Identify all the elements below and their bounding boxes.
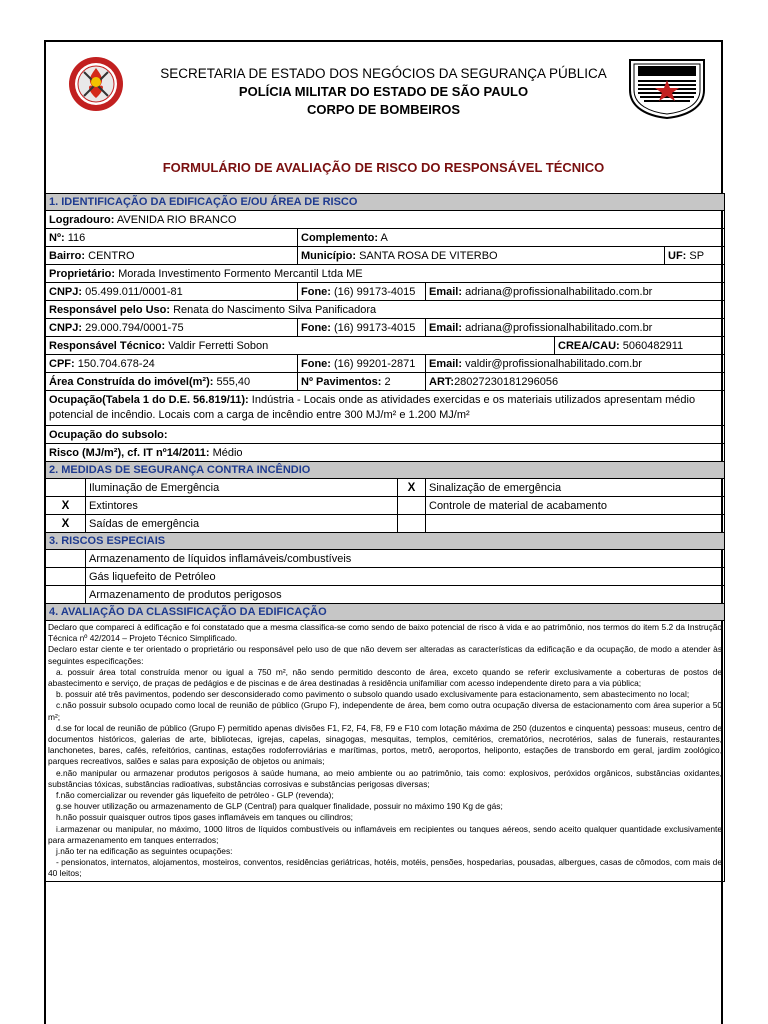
requirement-item: a. possuir área total construída menor ou igual a 750 m², não sendo permitido desconto de área, exceto quando se referir exclusivamente a coberturas de postos de abastecimento e serviço, de praças de pedágios e de piscinas e de área destinadas à residência unifamiliar com acesso independente direto para a via pública; bbox=[48, 666, 723, 689]
email3-cell: Email: valdir@profissionalhabilitado.com.br bbox=[426, 355, 725, 373]
requirement-item: b. possuir até três pavimentos, podendo ser desconsiderado como pavimento o subsolo quando usado exclusivamente para estacionamento, sem abastecimento no local; bbox=[56, 689, 690, 700]
logradouro-value: AVENIDA RIO BRANCO bbox=[116, 213, 237, 226]
measure-sinalizacao: Sinalização de emergência bbox=[426, 479, 725, 497]
section1-heading: 1. IDENTIFICAÇÃO DA EDIFICAÇÃO E/OU ÁREA DE RISCO bbox=[46, 194, 725, 211]
risco-value: Médio bbox=[212, 446, 243, 459]
requirement-item: f.não comercializar ou revender gás liquefeito de petróleo - GLP (revenda); bbox=[56, 790, 334, 801]
proprietario-value: Morada Investimento Formento Mercantil Ltda ME bbox=[118, 267, 363, 280]
mark-saidas: X bbox=[46, 515, 86, 533]
risk-liquidos: Armazenamento de líquidos inflamáveis/combustíveis bbox=[86, 550, 725, 568]
subsolo-row: Ocupação do subsolo: bbox=[46, 426, 725, 444]
section4-heading: 4. AVALIAÇÃO DA CLASSIFICAÇÃO DA EDIFICAÇÃO bbox=[46, 604, 725, 621]
mark-liquidos bbox=[46, 550, 86, 568]
requirement-item: d.se for local de reunião de público (Grupo F) permitido apenas divisões F1, F2, F4, F8, F9 e F10 com lotação máxima de 250 (duzentos e cinquenta) pessoas: museus, centro de documentos históricos, galerias de arte, bibliotecas, igrejas, capelas, sinagogas, mesquitas, templos, cemitérios, crematórios, necrotérios, salas de funerais, restaurantes, lanchonetes, bares, cafés, refeitórios, cantinas, estações rodoferroviárias e marítimas, portos, metrô, aeroportos, heliponto, estações de transbordo em geral, jardim zoológico, parques recreativos, salões e salas para exposição de objetos ou animais; bbox=[48, 722, 723, 767]
fone1-cell: Fone: (16) 99173-4015 bbox=[298, 283, 426, 301]
cpf-cell: CPF: 150.704.678-24 bbox=[46, 355, 298, 373]
requirement-item: j.não ter na edificação as seguintes ocupações: bbox=[56, 846, 233, 857]
area-cell: Área Construída do imóvel(m²): 555,40 bbox=[46, 373, 298, 391]
requirement-item: h.não possuir quaisquer outros tipos gases inflamáveis em tanques ou cilindros; bbox=[56, 812, 354, 823]
measure-saidas: Saídas de emergência bbox=[86, 515, 398, 533]
military-police-badge bbox=[626, 50, 708, 120]
measure-iluminacao: Iluminação de Emergência bbox=[86, 479, 398, 497]
risco-row: Risco (MJ/m²), cf. IT nº14/2011: Médio bbox=[46, 444, 725, 462]
numero-value: 116 bbox=[67, 231, 86, 244]
requirement-item: g.se houver utilização ou armazenamento de GLP (Central) para qualquer finalidade, possuir no máximo 190 Kg de gás; bbox=[56, 801, 503, 812]
requirement-item: i.armazenar ou manipular, no máximo, 1000 litros de líquidos combustíveis ou inflamáveis em recipientes ou tanques aéreos, sendo aceito qualquer quantidade exclusivamente para armazenamento em tanques enterrados; bbox=[48, 823, 723, 845]
email2-cell: Email: adriana@profissionalhabilitado.com.br bbox=[426, 319, 725, 337]
complemento-value: A bbox=[380, 231, 388, 244]
numero-cell: Nº: 116 bbox=[46, 229, 298, 247]
section3-heading: 3. RISCOS ESPECIAIS bbox=[46, 533, 725, 550]
cnpj1-value: 05.499.011/0001-81 bbox=[85, 285, 183, 298]
mark-extintores: X bbox=[46, 497, 86, 515]
section2-heading: 2. MEDIDAS DE SEGURANÇA CONTRA INCÊNDIO bbox=[46, 462, 725, 479]
header-secretaria: SECRETARIA DE ESTADO DOS NEGÓCIOS DA SEGURANÇA PÚBLICA bbox=[160, 66, 607, 81]
declaration-paragraph: Declaro estar ciente e ter orientado o proprietário ou responsável pelo uso de que não devem ser alteradas as características da edificação e da ocupação, de modo a atender às seguintes especificações: bbox=[48, 644, 723, 666]
fone2-value: (16) 99173-4015 bbox=[334, 321, 416, 334]
cnpj1-cell: CNPJ: 05.499.011/0001-81 bbox=[46, 283, 298, 301]
mark-empty bbox=[398, 515, 426, 533]
document-header bbox=[46, 42, 721, 134]
crea-value: 5060482911 bbox=[622, 339, 684, 352]
uf-cell: UF: SP bbox=[665, 247, 725, 265]
bairro-cell: Bairro: CENTRO bbox=[46, 247, 298, 265]
measure-empty bbox=[426, 515, 725, 533]
area-value: 555,40 bbox=[216, 375, 251, 388]
ocupacao-row: Ocupação(Tabela 1 do D.E. 56.819/11): Indústria - Locais onde as atividades exercidas e os materiais utilizados apresentam médio potencial de incêndio. Locais com a carga de incêndio entre 300 MJ/m² e 1.200 MJ/m² bbox=[46, 391, 725, 426]
complemento-cell: Complemento: A bbox=[298, 229, 725, 247]
logradouro-row: Logradouro: AVENIDA RIO BRANCO bbox=[46, 211, 725, 229]
requirement-item: c.não possuir subsolo ocupado como local de reunião de público (Grupo F), independente de área, bem como outra ocupação diversa de estacionamento com área superior a 50 m²; bbox=[48, 700, 723, 722]
resp-uso-row: Responsável pelo Uso: Renata do Nascimento Silva Panificadora bbox=[46, 301, 725, 319]
requirement-item: - pensionatos, internatos, alojamentos, mosteiros, conventos, residências geriátricas, hotéis, motéis, pensões, hospedarias, pousadas, albergues, casas de cômodos, com mais de 40 leitos; bbox=[48, 857, 723, 879]
bairro-value: CENTRO bbox=[88, 249, 135, 262]
mark-controle-material bbox=[398, 497, 426, 515]
ocupacao-value: Indústria - Locais onde as atividades exercidas e os materiais utilizados apresentam médio potencial de incêndio. Locais com a carga de incêndio entre 300 MJ/m² e 1.200 MJ/m² bbox=[49, 394, 696, 421]
mark-produtos-perigosos bbox=[46, 586, 86, 604]
form-sheet bbox=[44, 40, 723, 1024]
fone3-value: (16) 99201-2871 bbox=[334, 357, 416, 370]
resp-tec-value: Valdir Ferretti Sobon bbox=[168, 339, 269, 352]
municipio-cell: Município: SANTA ROSA DE VITERBO bbox=[298, 247, 665, 265]
pavimentos-cell: Nº Pavimentos: 2 bbox=[298, 373, 426, 391]
measure-controle-material: Controle de material de acabamento bbox=[426, 497, 725, 515]
proprietario-row: Proprietário: Morada Investimento Formento Mercantil Ltda ME bbox=[46, 265, 725, 283]
email3-value: valdir@profissionalhabilitado.com.br bbox=[465, 357, 642, 370]
pavimentos-value: 2 bbox=[384, 375, 391, 388]
email2-value: adriana@profissionalhabilitado.com.br bbox=[465, 321, 653, 334]
municipio-value: SANTA ROSA DE VITERBO bbox=[359, 249, 498, 262]
art-value: 28027230181296056 bbox=[454, 375, 559, 388]
measure-extintores: Extintores bbox=[86, 497, 398, 515]
cnpj2-cell: CNPJ: 29.000.794/0001-75 bbox=[46, 319, 298, 337]
declaration-text bbox=[46, 621, 725, 882]
cnpj2-value: 29.000.794/0001-75 bbox=[85, 321, 184, 334]
uf-value: SP bbox=[689, 249, 705, 262]
fone3-cell: Fone: (16) 99201-2871 bbox=[298, 355, 426, 373]
mark-sinalizacao: X bbox=[398, 479, 426, 497]
declaration-paragraph: Declaro que compareci à edificação e foi constatado que a mesma classifica-se como sendo de baixo potencial de risco à vida e ao patrimônio, nos termos do item 5.2 da Instrução Técnica nº 42/2014 – Projeto Técnico Simplificado. bbox=[48, 622, 723, 644]
risk-produtos-perigosos: Armazenamento de produtos perigosos bbox=[86, 586, 725, 604]
crea-cell: CREA/CAU: 5060482911 bbox=[555, 337, 725, 355]
fone1-value: (16) 99173-4015 bbox=[334, 285, 416, 298]
header-bombeiros: CORPO DE BOMBEIROS bbox=[306, 102, 461, 117]
cpf-value: 150.704.678-24 bbox=[77, 357, 155, 370]
mark-iluminacao bbox=[46, 479, 86, 497]
art-cell: ART:28027230181296056 bbox=[426, 373, 725, 391]
header-policia: POLÍCIA MILITAR DO ESTADO DE SÃO PAULO bbox=[238, 84, 529, 99]
requirement-item: e.não manipular ou armazenar produtos perigosos à saúde humana, ao meio ambiente ou ao patrimônio, tais como: explosivos, peróxidos orgânicos, substâncias oxidantes, substâncias tóxicas, substâncias radioativas, substâncias corrosivas e substâncias perigosas diversas; bbox=[48, 767, 723, 789]
fone2-cell: Fone: (16) 99173-4015 bbox=[298, 319, 426, 337]
risk-glp: Gás liquefeito de Petróleo bbox=[86, 568, 725, 586]
form-title: FORMULÁRIO DE AVALIAÇÃO DE RISCO DO RESPONSÁVEL TÉCNICO bbox=[162, 160, 605, 175]
email1-value: adriana@profissionalhabilitado.com.br bbox=[465, 285, 653, 298]
email1-cell: Email: adriana@profissionalhabilitado.com.br bbox=[426, 283, 725, 301]
mark-glp bbox=[46, 568, 86, 586]
form-table bbox=[45, 193, 725, 882]
resp-uso-value: Renata do Nascimento Silva Panificadora bbox=[173, 303, 377, 316]
resp-tec-cell: Responsável Técnico: Valdir Ferretti Sobon bbox=[46, 337, 555, 355]
